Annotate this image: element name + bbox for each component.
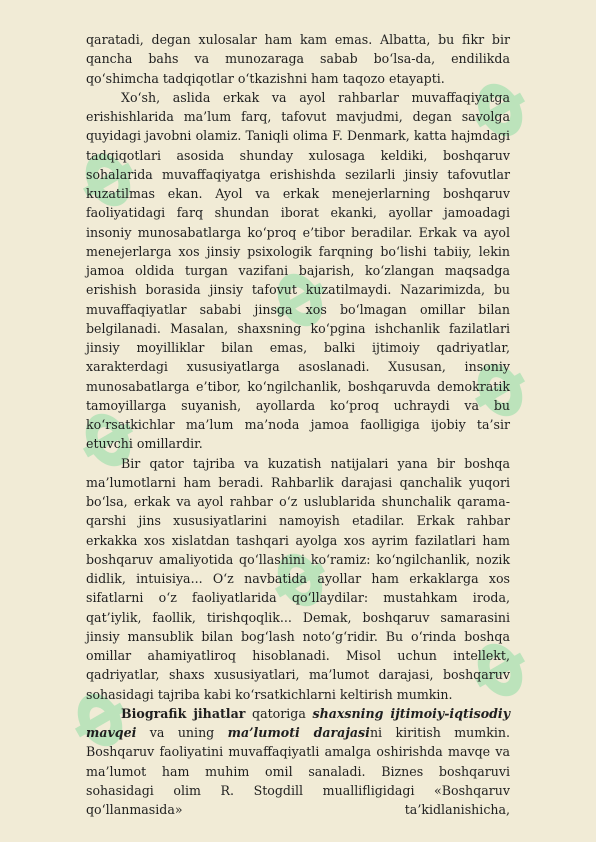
paragraph-4-run: va uning	[136, 725, 228, 740]
bold-term-biografik: Biografik jihatlar	[121, 705, 246, 721]
paragraph-4-run: qatoriga	[245, 705, 313, 721]
paragraph-4-run: ni kiritish mumkin. Boshqaruv faoliyatini muvaffaqiyatli amalga oshirishda mavqe va ma’lumot ham muhim omil sanaladi. Biznes boshqaruvi sohasidagi olim R. Stogdill muallifligidagi «Boshqaruv qo‘llanmasida» ta’kidlanishicha,	[86, 725, 511, 817]
paragraph-4	[86, 704, 510, 820]
paragraph-1: qaratadi, degan xulosalar ham kam emas. Albatta, bu fikr bir qancha bahs va munozaraga sabab bo‘lsa-da, endilikda qo‘shimcha tadqiqotlar o‘tkazishni ham taqozo etayapti.	[86, 32, 510, 86]
emphasis-mavqe: shaxsning ijtimoiy-iqtisodiy mavqei	[86, 705, 511, 740]
emphasis-malumot: ma’lumoti darajasi	[227, 725, 370, 740]
paragraph-3: Bir qator tajriba va kuzatish natijalari yana bir boshqa ma’lumotlarni ham beradi. Rahbarlik darajasi qanchalik yuqori bo‘lsa, erkak va ayol rahbar o‘z uslublarida shunchalik qarama-qarshi jins xususiyatlarini namoyish etadilar. Erkak rahbar erkakka xos xislatdan tashqari ayolga xos ayrim fazilatlari ham boshqaruv amaliyotida qo‘llashini ko‘ramiz: ko‘ngilchanlik, nozik didlik, intuisiya... O‘z navbatida ayollar ham erkaklarga xos sifatlarni o‘z faoliyatlarida qo‘llaydilar: mustahkam iroda, qat’iylik, faollik, tirishqoqlik... Demak, boshqaruv samarasini jinsiy mansublik bilan bog‘lash noto‘g‘ridir. Bu o‘rinda boshqa omillar ahamiyatliroq hisoblanadi. Misol uchun intellekt, qadriyatlar, shaxs xususiyatlari, ma’lumot darajasi, boshqaruv sohasidagi tajriba kabi ko‘rsatkichlarni keltirish mumkin.	[86, 455, 510, 702]
paragraph-2: Xo‘sh, aslida erkak va ayol rahbarlar muvaffaqiyatga erishishlarida ma’lum farq, tafovut mavjudmi, degan savolga quyidagi javobni olamiz. Taniqli olima F. Denmark, katta hajmdagi tadqiqotlari asosida shunday xulosaga keldiki, boshqaruv sohalarida muvaffaqiyatga erishishda sezilarli jinsiy tafovutlar kuzatilmas ekan. Ayol va erkak menejerlarning boshqaruv faoliyatidagi farq shundan iborat ekanki, ayollar jamoadagi insoniy munosabatlarga ko‘proq e’tibor beradilar. Erkak va ayol menejerlarga xos jinsiy psixologik farqning bo‘lishi tabiiy, lekin jamoa oldida turgan vazifani bajarish, ko‘zlangan maqsadga erishish borasida jinsiy tafovut kuzatilmaydi. Nazarimizda, bu muvaffaqiyatlar sababi jinsga xos bo‘lmagan omillar bilan belgilanadi. Masalan, shaxsning ko‘pgina ishchanlik fazilatlari jinsiy moyilliklar bilan emas, balki ijtimoiy qadriyatlar, xarakterdagi xususiyatlarga asoslanadi. Xususan, insoniy munosabatlarga e’tibor, ko‘ngilchanlik, boshqaruvda demokratik tamoyillarga suyanish, ayollarda ko‘proq uchraydi va bu ko‘rsatkichlar ma’lum ma’noda jamoa faolligiga ijobiy ta’sir etuvchi omillardir.	[86, 89, 510, 452]
document-body	[86, 30, 510, 819]
